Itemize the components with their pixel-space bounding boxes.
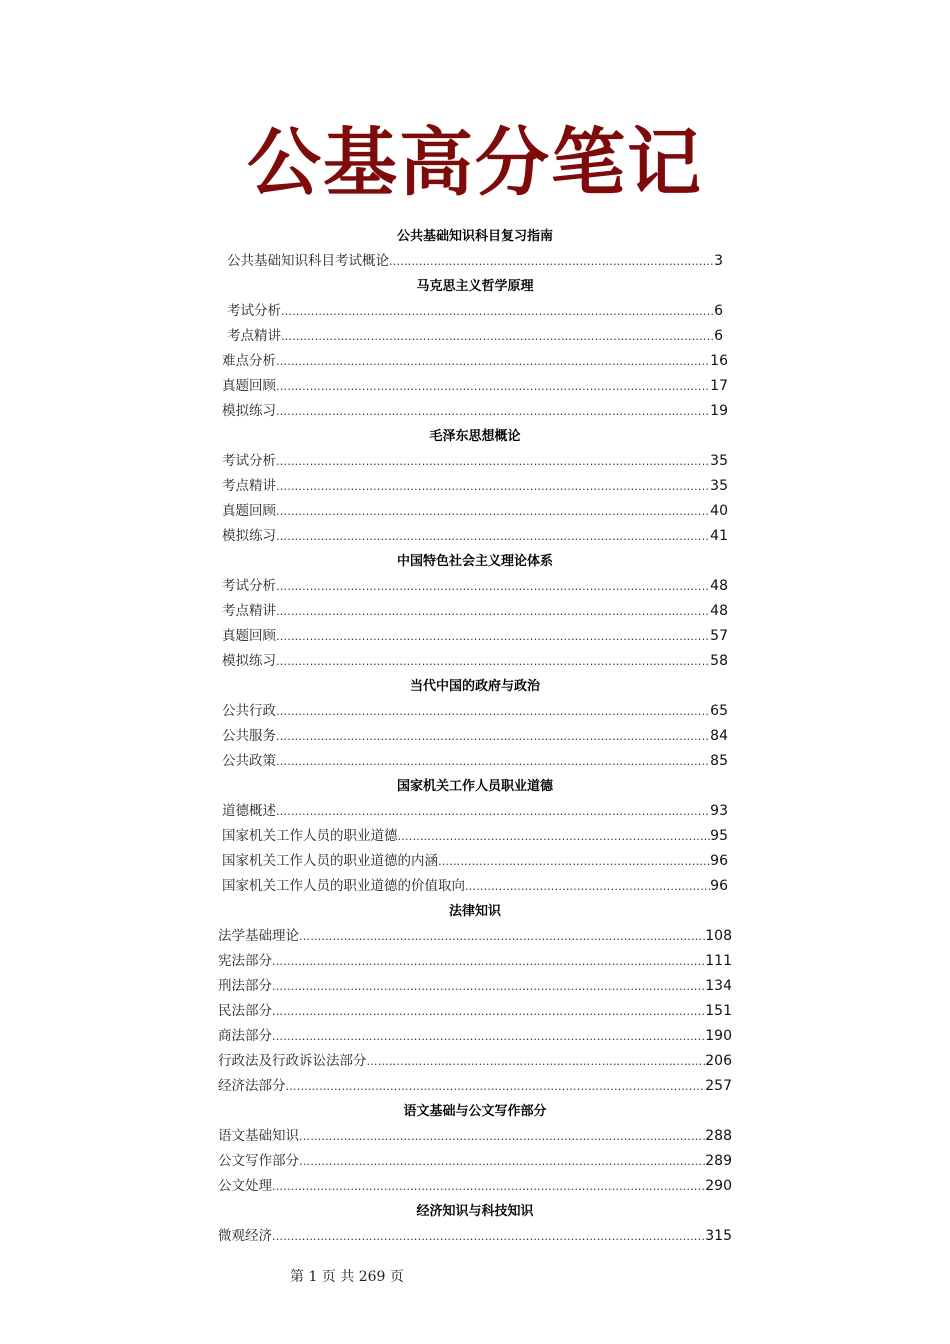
entry-label: 宪法部分 (218, 953, 272, 969)
dot-leader (299, 1149, 705, 1174)
dot-leader (299, 1124, 705, 1149)
toc-entry[interactable] (222, 349, 728, 374)
dot-leader (367, 1049, 706, 1074)
dot-leader (398, 824, 711, 849)
toc-entry[interactable] (222, 699, 728, 724)
entry-label: 语文基础知识 (218, 1128, 299, 1144)
entry-page-number: 96 (710, 878, 728, 894)
toc-entry[interactable] (227, 324, 723, 349)
entry-label: 行政法及行政诉讼法部分 (218, 1053, 367, 1069)
document-title: 公基高分笔记 (247, 120, 703, 206)
entry-page-number: 6 (714, 328, 723, 344)
toc-section (0, 674, 950, 774)
dot-leader (276, 474, 710, 499)
dot-leader (272, 1174, 705, 1199)
dot-leader (272, 999, 705, 1024)
dot-leader (276, 799, 710, 824)
toc-section (0, 424, 950, 549)
entry-label: 商法部分 (218, 1028, 272, 1044)
toc-entry[interactable] (222, 474, 728, 499)
section-heading: 当代中国的政府与政治 (409, 679, 540, 694)
entry-page-number: 108 (705, 928, 732, 944)
entry-page-number: 85 (710, 753, 728, 769)
entry-label: 真题回顾 (222, 503, 276, 519)
entry-page-number: 96 (710, 853, 728, 869)
toc-entry[interactable] (227, 249, 723, 274)
entry-label: 模拟练习 (222, 403, 276, 419)
entry-page-number: 35 (710, 453, 728, 469)
entry-page-number: 257 (705, 1078, 732, 1094)
entry-page-number: 288 (705, 1128, 732, 1144)
toc-entry[interactable] (222, 724, 728, 749)
entry-label: 民法部分 (218, 1003, 272, 1019)
dot-leader (276, 374, 710, 399)
entry-page-number: 111 (705, 953, 732, 969)
entry-page-number: 57 (710, 628, 728, 644)
toc-entry[interactable] (222, 624, 728, 649)
toc-entry[interactable] (218, 1049, 732, 1074)
toc-section (0, 1099, 950, 1199)
entry-page-number: 48 (710, 578, 728, 594)
entry-label: 考试分析 (222, 453, 276, 469)
section-heading: 国家机关工作人员职业道德 (396, 779, 553, 794)
entry-label: 考试分析 (227, 303, 281, 319)
entry-page-number: 289 (705, 1153, 732, 1169)
page-footer: 第 1 页 共 269 页 (290, 1269, 404, 1285)
dot-leader (281, 324, 714, 349)
entry-page-number: 3 (714, 253, 723, 269)
toc-entry[interactable] (222, 499, 728, 524)
entry-page-number: 35 (710, 478, 728, 494)
toc-section (0, 1199, 950, 1249)
entry-label: 国家机关工作人员的职业道德的内涵 (222, 853, 438, 869)
dot-leader (299, 924, 705, 949)
dot-leader (276, 624, 710, 649)
toc-entry[interactable] (222, 749, 728, 774)
dot-leader (276, 399, 710, 424)
toc-section (0, 274, 950, 424)
entry-page-number: 290 (705, 1178, 732, 1194)
entry-label: 考点精讲 (222, 478, 276, 494)
entry-page-number: 93 (710, 803, 728, 819)
dot-leader (276, 724, 710, 749)
dot-leader (276, 749, 710, 774)
entry-page-number: 65 (710, 703, 728, 719)
toc-entry[interactable] (227, 299, 723, 324)
entry-page-number: 84 (710, 728, 728, 744)
entry-label: 考试分析 (222, 578, 276, 594)
toc-entry[interactable] (218, 974, 732, 999)
toc-entry[interactable] (218, 949, 732, 974)
dot-leader (276, 599, 710, 624)
entry-label: 公共政策 (222, 753, 276, 769)
section-heading: 中国特色社会主义理论体系 (396, 554, 553, 569)
entry-page-number: 206 (705, 1053, 732, 1069)
dot-leader (272, 949, 705, 974)
toc-entry[interactable] (222, 599, 728, 624)
entry-label: 刑法部分 (218, 978, 272, 994)
toc-entry[interactable] (218, 1149, 732, 1174)
dot-leader (276, 349, 710, 374)
toc-entry[interactable] (222, 524, 728, 549)
entry-label: 公文处理 (218, 1178, 272, 1194)
dot-leader (272, 974, 705, 999)
entry-label: 难点分析 (222, 353, 276, 369)
toc-entry[interactable] (218, 924, 732, 949)
toc-section (0, 899, 950, 1099)
entry-label: 法学基础理论 (218, 928, 299, 944)
entry-page-number: 95 (710, 828, 728, 844)
entry-page-number: 41 (710, 528, 728, 544)
entry-label: 公共服务 (222, 728, 276, 744)
toc-entry[interactable] (222, 399, 728, 424)
entry-label: 模拟练习 (222, 653, 276, 669)
toc-section (0, 549, 950, 674)
toc-entry[interactable] (222, 374, 728, 399)
dot-leader (276, 699, 710, 724)
section-heading: 马克思主义哲学原理 (416, 279, 534, 294)
toc-entry[interactable] (222, 849, 728, 874)
dot-leader (272, 1024, 705, 1049)
dot-leader (276, 649, 710, 674)
dot-leader (438, 849, 710, 874)
dot-leader (281, 299, 714, 324)
toc-entry[interactable] (218, 1124, 732, 1149)
toc-entry[interactable] (218, 1074, 732, 1099)
entry-label: 真题回顾 (222, 378, 276, 394)
dot-leader (465, 874, 710, 899)
entry-page-number: 19 (710, 403, 728, 419)
entry-label: 经济法部分 (218, 1078, 286, 1094)
entry-page-number: 315 (705, 1228, 732, 1244)
dot-leader (276, 574, 710, 599)
section-heading: 公共基础知识科目复习指南 (396, 229, 553, 244)
entry-page-number: 134 (705, 978, 732, 994)
section-heading: 法律知识 (448, 904, 501, 919)
entry-label: 公文写作部分 (218, 1153, 299, 1169)
entry-label: 考点精讲 (222, 603, 276, 619)
dot-leader (276, 449, 710, 474)
entry-label: 公共行政 (222, 703, 276, 719)
entry-page-number: 16 (710, 353, 728, 369)
toc-entry[interactable] (218, 1024, 732, 1049)
entry-label: 国家机关工作人员的职业道德的价值取向 (222, 878, 465, 894)
entry-label: 真题回顾 (222, 628, 276, 644)
toc-entry[interactable] (222, 574, 728, 599)
dot-leader (276, 499, 710, 524)
dot-leader (389, 249, 714, 274)
entry-label: 模拟练习 (222, 528, 276, 544)
toc-entry[interactable] (222, 824, 728, 849)
table-of-contents (0, 224, 950, 1249)
toc-entry[interactable] (218, 999, 732, 1024)
toc-section (0, 774, 950, 899)
entry-label: 考点精讲 (227, 328, 281, 344)
toc-entry[interactable] (218, 1174, 732, 1199)
section-heading: 经济知识与科技知识 (416, 1204, 534, 1219)
dot-leader (276, 524, 710, 549)
toc-section (0, 224, 950, 274)
toc-entry[interactable] (222, 649, 728, 674)
entry-label: 国家机关工作人员的职业道德 (222, 828, 398, 844)
entry-page-number: 151 (705, 1003, 732, 1019)
toc-entry[interactable] (222, 449, 728, 474)
toc-entry[interactable] (218, 1224, 732, 1249)
section-heading: 毛泽东思想概论 (429, 429, 521, 444)
entry-label: 道德概述 (222, 803, 276, 819)
entry-page-number: 17 (710, 378, 728, 394)
entry-page-number: 6 (714, 303, 723, 319)
dot-leader (286, 1074, 706, 1099)
section-heading: 语文基础与公文写作部分 (403, 1104, 547, 1119)
toc-entry[interactable] (222, 874, 728, 899)
toc-entry[interactable] (222, 799, 728, 824)
entry-label: 微观经济 (218, 1228, 272, 1244)
entry-page-number: 58 (710, 653, 728, 669)
entry-label: 公共基础知识科目考试概论 (227, 253, 389, 269)
dot-leader (272, 1224, 705, 1249)
entry-page-number: 190 (705, 1028, 732, 1044)
entry-page-number: 48 (710, 603, 728, 619)
entry-page-number: 40 (710, 503, 728, 519)
